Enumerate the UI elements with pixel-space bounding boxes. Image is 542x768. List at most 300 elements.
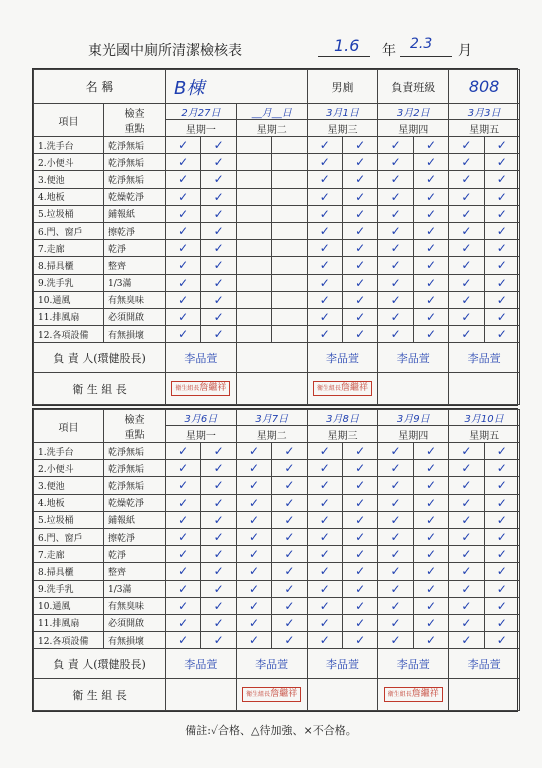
check-mark: ✓ — [236, 511, 271, 528]
check-mark: ✓ — [166, 154, 201, 171]
check-mark: ✓ — [413, 291, 448, 308]
check-mark: ✓ — [378, 546, 413, 563]
check-mark: ✓ — [343, 274, 378, 291]
check-mark: ✓ — [449, 494, 484, 511]
check-mark: ✓ — [484, 137, 519, 154]
check-mark: ✓ — [449, 546, 484, 563]
item-row — [34, 308, 520, 325]
check-mark: ✓ — [484, 511, 519, 528]
check-mark: ✓ — [307, 274, 342, 291]
item-row — [34, 274, 520, 291]
check-mark: ✓ — [413, 460, 448, 477]
item-row — [34, 494, 520, 511]
check-mark: ✓ — [201, 274, 236, 291]
check-mark: ✓ — [484, 494, 519, 511]
check-mark: ✓ — [378, 308, 413, 325]
toilet-type: 男廁 — [307, 70, 378, 104]
item-focus: 有無臭味 — [104, 291, 166, 308]
check-mark — [236, 171, 271, 188]
check-mark: ✓ — [484, 597, 519, 614]
check-mark: ✓ — [378, 580, 413, 597]
leader-signature: 李品萱 — [449, 343, 520, 373]
item-focus: 1/3滿 — [104, 580, 166, 597]
item-name: 5.垃圾桶 — [34, 205, 104, 222]
leader-signature: 李品萱 — [449, 649, 520, 679]
item-row — [34, 205, 520, 222]
item-focus: 乾淨無垢 — [104, 137, 166, 154]
item-focus: 鋪報紙 — [104, 511, 166, 528]
check-mark: ✓ — [484, 308, 519, 325]
focus-header — [104, 410, 166, 443]
item-focus: 擦乾淨 — [104, 528, 166, 545]
leader-signature: 李品萱 — [378, 343, 449, 373]
item-row — [34, 291, 520, 308]
check-mark: ✓ — [449, 240, 484, 257]
check-mark: ✓ — [484, 171, 519, 188]
check-mark — [272, 188, 307, 205]
hygiene-stamp-cell — [166, 679, 237, 711]
item-focus: 乾燥乾淨 — [104, 494, 166, 511]
item-row — [34, 222, 520, 239]
check-mark: ✓ — [449, 257, 484, 274]
check-mark: ✓ — [413, 188, 448, 205]
item-focus: 乾淨 — [104, 240, 166, 257]
check-mark — [272, 137, 307, 154]
check-mark: ✓ — [413, 137, 448, 154]
hygiene-label: 衛 生 組 長 — [34, 373, 166, 405]
check-mark: ✓ — [484, 477, 519, 494]
weekday-label: 星期五 — [449, 120, 520, 137]
item-name: 8.掃具櫃 — [34, 563, 104, 580]
check-mark: ✓ — [449, 205, 484, 222]
hygiene-stamp — [384, 687, 443, 702]
check-mark: ✓ — [378, 171, 413, 188]
item-focus: 乾淨無垢 — [104, 171, 166, 188]
check-mark: ✓ — [413, 205, 448, 222]
hygiene-stamp — [242, 687, 301, 702]
weekday-label: 星期四 — [378, 120, 449, 137]
check-mark: ✓ — [272, 477, 307, 494]
check-mark: ✓ — [378, 494, 413, 511]
check-mark: ✓ — [166, 477, 201, 494]
responsible-label: 負 責 人(環健股長) — [34, 649, 166, 679]
check-mark: ✓ — [484, 240, 519, 257]
leader-signature — [236, 343, 307, 373]
check-mark: ✓ — [413, 171, 448, 188]
focus-header-line1: 檢查 — [124, 415, 145, 426]
school-year-value: 1.6 — [334, 36, 360, 55]
date-row — [34, 104, 520, 120]
check-mark — [272, 274, 307, 291]
check-mark: ✓ — [449, 326, 484, 343]
check-mark: ✓ — [484, 563, 519, 580]
responsible-row — [34, 649, 520, 679]
hygiene-stamp-cell — [378, 373, 449, 405]
stamp-name: 詹繼祥 — [341, 383, 369, 394]
hygiene-row — [34, 679, 520, 711]
check-mark: ✓ — [343, 205, 378, 222]
check-mark: ✓ — [201, 291, 236, 308]
check-mark: ✓ — [201, 222, 236, 239]
item-focus: 必須開啟 — [104, 614, 166, 631]
weekday-label: 星期三 — [307, 120, 378, 137]
check-mark: ✓ — [342, 614, 377, 631]
leader-signature: 李品萱 — [307, 343, 378, 373]
check-mark: ✓ — [166, 257, 201, 274]
check-mark: ✓ — [307, 460, 342, 477]
hygiene-row — [34, 373, 520, 405]
lower-table — [33, 409, 520, 711]
weekday-label: 星期一 — [166, 120, 237, 137]
check-mark: ✓ — [449, 222, 484, 239]
check-mark: ✓ — [236, 614, 271, 631]
check-mark: ✓ — [484, 546, 519, 563]
check-mark: ✓ — [201, 580, 236, 597]
item-name: 11.排風扇 — [34, 614, 104, 631]
check-mark — [272, 308, 307, 325]
check-mark: ✓ — [201, 188, 236, 205]
check-mark — [236, 188, 271, 205]
check-mark: ✓ — [201, 511, 236, 528]
item-row — [34, 597, 520, 614]
item-row — [34, 171, 520, 188]
weekday-label: 星期三 — [307, 426, 378, 443]
item-focus: 乾燥乾淨 — [104, 188, 166, 205]
check-mark: ✓ — [201, 563, 236, 580]
item-focus: 整齊 — [104, 563, 166, 580]
check-mark: ✓ — [342, 597, 377, 614]
check-mark: ✓ — [166, 240, 201, 257]
check-mark: ✓ — [378, 614, 413, 631]
check-mark: ✓ — [378, 154, 413, 171]
weekday-label: 星期一 — [166, 426, 237, 443]
check-mark: ✓ — [201, 326, 236, 343]
item-row — [34, 477, 520, 494]
year-underline — [318, 56, 370, 57]
check-mark: ✓ — [378, 511, 413, 528]
check-mark: ✓ — [166, 308, 201, 325]
check-mark: ✓ — [484, 443, 519, 460]
lower-sheet — [32, 408, 518, 712]
check-mark — [236, 222, 271, 239]
day-date: 3月2日 — [378, 104, 449, 120]
stamp-title: 衛生組長 — [175, 385, 200, 393]
hygiene-stamp — [313, 381, 372, 396]
check-mark: ✓ — [201, 154, 236, 171]
check-mark: ✓ — [236, 597, 271, 614]
item-row — [34, 154, 520, 171]
check-mark: ✓ — [449, 443, 484, 460]
check-mark: ✓ — [484, 632, 519, 649]
item-name: 2.小便斗 — [34, 154, 104, 171]
check-mark: ✓ — [484, 257, 519, 274]
check-mark: ✓ — [413, 511, 448, 528]
check-mark: ✓ — [343, 257, 378, 274]
check-mark: ✓ — [272, 443, 307, 460]
check-mark: ✓ — [449, 171, 484, 188]
item-name: 1.洗手台 — [34, 443, 104, 460]
check-mark: ✓ — [484, 291, 519, 308]
item-name: 10.通風 — [34, 291, 104, 308]
check-mark: ✓ — [307, 291, 342, 308]
check-mark: ✓ — [484, 274, 519, 291]
check-mark — [272, 257, 307, 274]
item-row — [34, 257, 520, 274]
check-mark: ✓ — [307, 188, 342, 205]
check-mark: ✓ — [484, 205, 519, 222]
day-date: 2月27日 — [166, 104, 237, 120]
check-mark: ✓ — [272, 460, 307, 477]
responsible-row — [34, 343, 520, 373]
check-mark: ✓ — [413, 222, 448, 239]
check-mark: ✓ — [166, 188, 201, 205]
check-mark: ✓ — [413, 563, 448, 580]
check-mark: ✓ — [343, 222, 378, 239]
hygiene-stamp-cell — [236, 679, 307, 711]
check-mark: ✓ — [166, 614, 201, 631]
check-mark: ✓ — [201, 546, 236, 563]
check-mark: ✓ — [307, 511, 342, 528]
check-mark: ✓ — [413, 154, 448, 171]
check-mark: ✓ — [378, 597, 413, 614]
item-name: 8.掃具櫃 — [34, 257, 104, 274]
check-mark: ✓ — [343, 291, 378, 308]
item-row — [34, 137, 520, 154]
item-row — [34, 326, 520, 343]
check-mark: ✓ — [413, 614, 448, 631]
check-mark — [272, 222, 307, 239]
check-mark: ✓ — [413, 528, 448, 545]
check-mark: ✓ — [449, 291, 484, 308]
check-mark: ✓ — [236, 546, 271, 563]
item-focus: 有無臭味 — [104, 597, 166, 614]
day-date: 3月7日 — [236, 410, 307, 426]
item-focus: 必須開啟 — [104, 308, 166, 325]
check-mark: ✓ — [342, 563, 377, 580]
check-mark: ✓ — [378, 443, 413, 460]
check-mark: ✓ — [307, 443, 342, 460]
check-mark: ✓ — [201, 308, 236, 325]
check-mark: ✓ — [166, 580, 201, 597]
class-value: 808 — [449, 70, 520, 104]
hygiene-stamp-cell — [378, 679, 449, 711]
stamp-name: 詹繼祥 — [411, 689, 439, 700]
item-row — [34, 240, 520, 257]
item-name: 11.排風扇 — [34, 308, 104, 325]
hygiene-stamp-cell — [449, 373, 520, 405]
check-mark: ✓ — [166, 563, 201, 580]
weekday-label: 星期二 — [236, 426, 307, 443]
day-date: 3月3日 — [449, 104, 520, 120]
info-row — [34, 70, 520, 104]
check-mark: ✓ — [484, 460, 519, 477]
check-mark — [236, 205, 271, 222]
check-mark: ✓ — [343, 137, 378, 154]
check-mark: ✓ — [201, 171, 236, 188]
check-mark: ✓ — [307, 580, 342, 597]
check-mark: ✓ — [307, 632, 342, 649]
check-mark: ✓ — [166, 291, 201, 308]
check-mark: ✓ — [201, 494, 236, 511]
check-mark: ✓ — [342, 580, 377, 597]
check-mark: ✓ — [201, 614, 236, 631]
upper-sheet — [32, 68, 518, 406]
check-mark: ✓ — [378, 477, 413, 494]
item-name: 4.地板 — [34, 188, 104, 205]
check-mark: ✓ — [449, 563, 484, 580]
form-title: 東光國中廁所清潔檢核表 — [88, 43, 242, 59]
building-value: B棟 — [166, 70, 308, 104]
check-mark: ✓ — [236, 460, 271, 477]
check-mark: ✓ — [413, 632, 448, 649]
check-mark: ✓ — [342, 494, 377, 511]
check-mark: ✓ — [236, 580, 271, 597]
check-mark: ✓ — [378, 222, 413, 239]
check-mark: ✓ — [378, 257, 413, 274]
item-focus: 擦乾淨 — [104, 222, 166, 239]
check-mark: ✓ — [342, 477, 377, 494]
check-mark: ✓ — [378, 460, 413, 477]
item-focus: 乾淨無垢 — [104, 460, 166, 477]
item-focus: 有無損壞 — [104, 326, 166, 343]
hygiene-stamp-cell — [307, 679, 378, 711]
check-mark: ✓ — [236, 477, 271, 494]
item-row — [34, 528, 520, 545]
item-name: 2.小便斗 — [34, 460, 104, 477]
hygiene-stamp — [171, 381, 230, 396]
check-mark: ✓ — [343, 326, 378, 343]
check-mark: ✓ — [307, 477, 342, 494]
check-mark: ✓ — [307, 222, 342, 239]
check-mark: ✓ — [343, 308, 378, 325]
check-mark: ✓ — [342, 443, 377, 460]
check-mark: ✓ — [272, 632, 307, 649]
check-mark: ✓ — [378, 528, 413, 545]
item-name: 12.各項設備 — [34, 326, 104, 343]
item-focus: 1/3滿 — [104, 274, 166, 291]
item-row — [34, 546, 520, 563]
item-header: 項目 — [34, 410, 104, 443]
check-mark: ✓ — [166, 443, 201, 460]
month-underline — [400, 56, 452, 57]
check-mark: ✓ — [449, 154, 484, 171]
check-mark: ✓ — [378, 240, 413, 257]
check-mark: ✓ — [307, 308, 342, 325]
check-mark: ✓ — [166, 137, 201, 154]
check-mark: ✓ — [378, 137, 413, 154]
day-date: 3月9日 — [378, 410, 449, 426]
check-mark: ✓ — [201, 632, 236, 649]
year-suffix: 年 — [382, 43, 396, 59]
check-mark: ✓ — [201, 240, 236, 257]
item-name: 6.門、窗戶 — [34, 528, 104, 545]
check-mark: ✓ — [413, 257, 448, 274]
check-mark: ✓ — [413, 477, 448, 494]
upper-table — [33, 69, 520, 405]
check-mark: ✓ — [236, 528, 271, 545]
check-mark: ✓ — [484, 614, 519, 631]
check-mark — [272, 171, 307, 188]
item-focus: 鋪報紙 — [104, 205, 166, 222]
check-mark: ✓ — [484, 222, 519, 239]
hygiene-stamp-cell — [307, 373, 378, 405]
check-mark: ✓ — [342, 511, 377, 528]
day-date: __月__日 — [236, 104, 307, 120]
stamp-name: 詹繼祥 — [270, 689, 298, 700]
check-mark: ✓ — [343, 240, 378, 257]
check-mark: ✓ — [343, 171, 378, 188]
item-row — [34, 188, 520, 205]
check-mark — [236, 240, 271, 257]
responsible-label: 負 責 人(環健股長) — [34, 343, 166, 373]
stamp-title: 衛生組長 — [387, 691, 412, 699]
item-name: 9.洗手乳 — [34, 274, 104, 291]
month-suffix: 月 — [458, 43, 472, 59]
item-row — [34, 443, 520, 460]
hygiene-stamp-cell — [449, 679, 520, 711]
check-mark: ✓ — [449, 580, 484, 597]
item-name: 10.通風 — [34, 597, 104, 614]
check-mark: ✓ — [378, 274, 413, 291]
check-mark: ✓ — [413, 546, 448, 563]
check-mark: ✓ — [307, 614, 342, 631]
legend-note: 備註:✓合格、△待加強、×不合格。 — [185, 724, 357, 737]
check-mark: ✓ — [307, 240, 342, 257]
check-mark — [236, 291, 271, 308]
item-name: 7.走廊 — [34, 546, 104, 563]
check-mark — [272, 326, 307, 343]
check-mark: ✓ — [272, 494, 307, 511]
item-row — [34, 511, 520, 528]
check-mark — [236, 274, 271, 291]
check-mark — [236, 154, 271, 171]
check-mark: ✓ — [201, 257, 236, 274]
check-mark: ✓ — [378, 563, 413, 580]
item-row — [34, 580, 520, 597]
item-focus: 乾淨無垢 — [104, 154, 166, 171]
check-mark: ✓ — [449, 511, 484, 528]
class-label: 負責班級 — [378, 70, 449, 104]
check-mark: ✓ — [166, 546, 201, 563]
check-mark: ✓ — [307, 326, 342, 343]
check-mark: ✓ — [307, 597, 342, 614]
check-mark: ✓ — [272, 580, 307, 597]
check-mark: ✓ — [307, 494, 342, 511]
item-focus: 乾淨 — [104, 546, 166, 563]
leader-signature: 李品萱 — [166, 343, 237, 373]
check-mark: ✓ — [449, 274, 484, 291]
check-mark — [272, 154, 307, 171]
check-mark: ✓ — [166, 632, 201, 649]
check-mark: ✓ — [166, 326, 201, 343]
item-row — [34, 563, 520, 580]
check-mark: ✓ — [449, 308, 484, 325]
check-mark: ✓ — [166, 205, 201, 222]
focus-header — [104, 104, 166, 137]
check-mark: ✓ — [307, 546, 342, 563]
check-mark: ✓ — [201, 460, 236, 477]
item-row — [34, 632, 520, 649]
check-mark: ✓ — [378, 291, 413, 308]
check-mark: ✓ — [307, 563, 342, 580]
item-name: 5.垃圾桶 — [34, 511, 104, 528]
check-mark: ✓ — [236, 443, 271, 460]
item-name: 4.地板 — [34, 494, 104, 511]
stamp-title: 衛生組長 — [246, 691, 271, 699]
stamp-name: 詹繼祥 — [199, 383, 227, 394]
check-mark: ✓ — [484, 326, 519, 343]
item-name: 3.便池 — [34, 171, 104, 188]
